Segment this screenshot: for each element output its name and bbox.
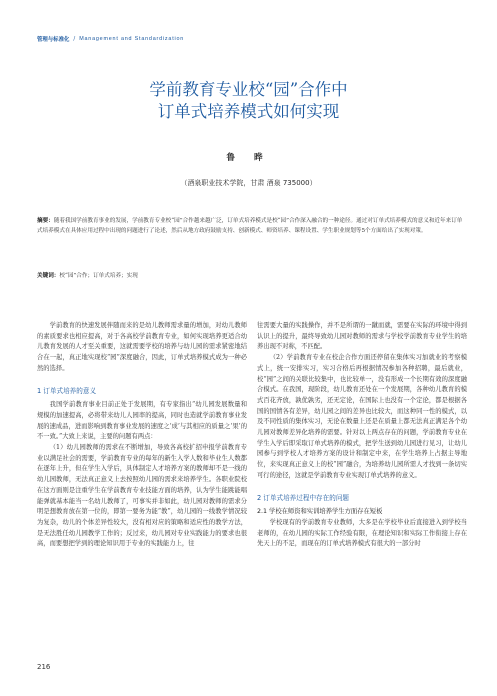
author-affiliation: （酒泉职业技术学院，甘肃 酒泉 735000） [180, 179, 317, 187]
abstract-label: 摘要： [37, 218, 54, 224]
section-1-paragraph-2-continued: 往需要大量的实践操作，并不是所谓的一蹴而就，需要在实际的环境中得到认识上的提升，最终导致幼儿园对教师的需求与学校学前教育专业学生的培养出现不对称，不匹配。 [257, 322, 467, 351]
section-1-paragraph-2: （1）幼儿园教师的需求在不断增加，导致各高校扩招申报学前教育专业以满足社会的需要，学前教育专业的每年的新生入学人数和毕业生人数都在逐年上升，但在学生入学后，具体制定人才培养方案的教师却不是一线的幼儿园教师，无法真正意义上去按照幼儿园的需求来培养学生。各职业院校在这方面则是注重学生在学前教育专业技能方面的培养，认为学生能跳能唱能弹就基本能当一名幼儿教师了，可事实并非如此，幼儿园对教师的需求分明是想教育放在第一位的，即第一要务为能“教”，幼儿园的一线教学情况较为复杂，幼儿的个体差异性较大，没有相对应的策略和适应性的教学方法，是无法胜任幼儿园教学工作的；反过来，幼儿园对专业实践能力的要求也很高，而要想把学到的理论知识用于专业的实践能力上，往 [37, 444, 247, 548]
subsection-2-1-heading: 2.1 学校在师资和实训培养学生方面存在短板 [257, 508, 383, 516]
intro-paragraph: 学前教育的快速发展伴随而来的是幼儿教师需求量的增加，对幼儿教师的素质要求也相应提高，对于各高校学前教育专业，如何实现培养更适合幼儿教育发展的人才至关重要，这就需要学校的培养与幼儿园的需求紧密地结合在一起，真正地实现校“园”深度融合，因此，订单式培养模式成为一种必然的选择。 [37, 322, 247, 372]
journal-header [37, 33, 184, 45]
header-separator: / [73, 36, 76, 42]
abstract-text: 随着我国学前教育事业的发展，学前教育专业校“园”合作越来越广泛，订单式培养模式是校“园”合作深入融合的一种途径。通过对订单式培养模式的意义和近年来订单式培养模式在具体应用过程中出现的问题进行了论述，然后从地方政府鼓励支持、创新模式、师资培养、课程设置、学生职业规划等5个方面给出了实现对策。 [37, 218, 463, 235]
author-name: 鲁 晔 [226, 153, 271, 163]
header-section-cn: 管理与标准化 [37, 37, 70, 43]
section-1-paragraph-1: 我国学前教育事业目前正处于发展期，有专家指出“幼儿园发展数量和规模的加速提高，必将带来幼儿人园率的提高，同时也造就学前教育事业发展的速成品，进而影响到教育事业发展的速度之‘成’与其相应的质量之‘果’的不一致。”大致上来说，主要的问题有两点： [37, 401, 247, 441]
page-number: 216 [37, 663, 51, 671]
section-1-paragraph-3: （2）学前教育专业在校企合作方面还停留在集体实习加就业的考察模式上，统一安排实习，实习合格后再根据情况参加各种招聘，最后就业，校“园”之间的关联比较集中，也比较单一，没有形成一个长期有效的深度融合模式。在我国，现阶段，幼儿教育还处在一个发展期，各种幼儿教育的模式百花齐放，孰优孰劣，还无定论，在国际上也没有一个定论，都是根据各国的国情各有差异，幼儿园之间的差异也比较大，而这种同一性的模式，以及不同性质的集体实习，无论在数量上还是在质量上都无法真正满足各个幼儿园对教师差异化培养的需要。针对以上两点存在的问题，学前教育专业在学生入学后即采取订单式培养的模式，把学生送到幼儿园进行见习，让幼儿园参与到学校人才培养方案的设计和制定中来，在学生培养上占据主导地位，来实现真正意义上的校“园”融合，为培养幼儿园所需人才找到一条切实可行的途径，这就是学前教育专业实现订单式培养的意义。 [257, 354, 467, 479]
article-title-line-2: 订单式培养模式如何实现 [157, 102, 340, 121]
keywords [37, 271, 465, 279]
article-title-line-1: 学前教育专业校“园”合作中 [149, 80, 348, 99]
keywords-label: 关键词： [37, 273, 60, 279]
right-column [257, 321, 467, 550]
keywords-text: 校“园”合作；订单式培养；实现 [59, 273, 138, 279]
header-section-en: Management and Standardization [79, 36, 185, 42]
abstract [37, 216, 465, 237]
section-2-heading: 2 订单式培养过程中存在的问题 [257, 493, 350, 502]
left-column [37, 321, 247, 550]
section-1-heading: 1 订单式培养的意义 [37, 386, 97, 395]
section-2-1-paragraph-1: 学校现有的学前教育专业教师，大多是在学校毕业后直接进入到学校当老师的，在幼儿园的实际工作经验有限，在理论知识和实际工作衔接上存在先天上的不足，而现在的订单式培养模式有很大的一部分时 [257, 518, 467, 548]
